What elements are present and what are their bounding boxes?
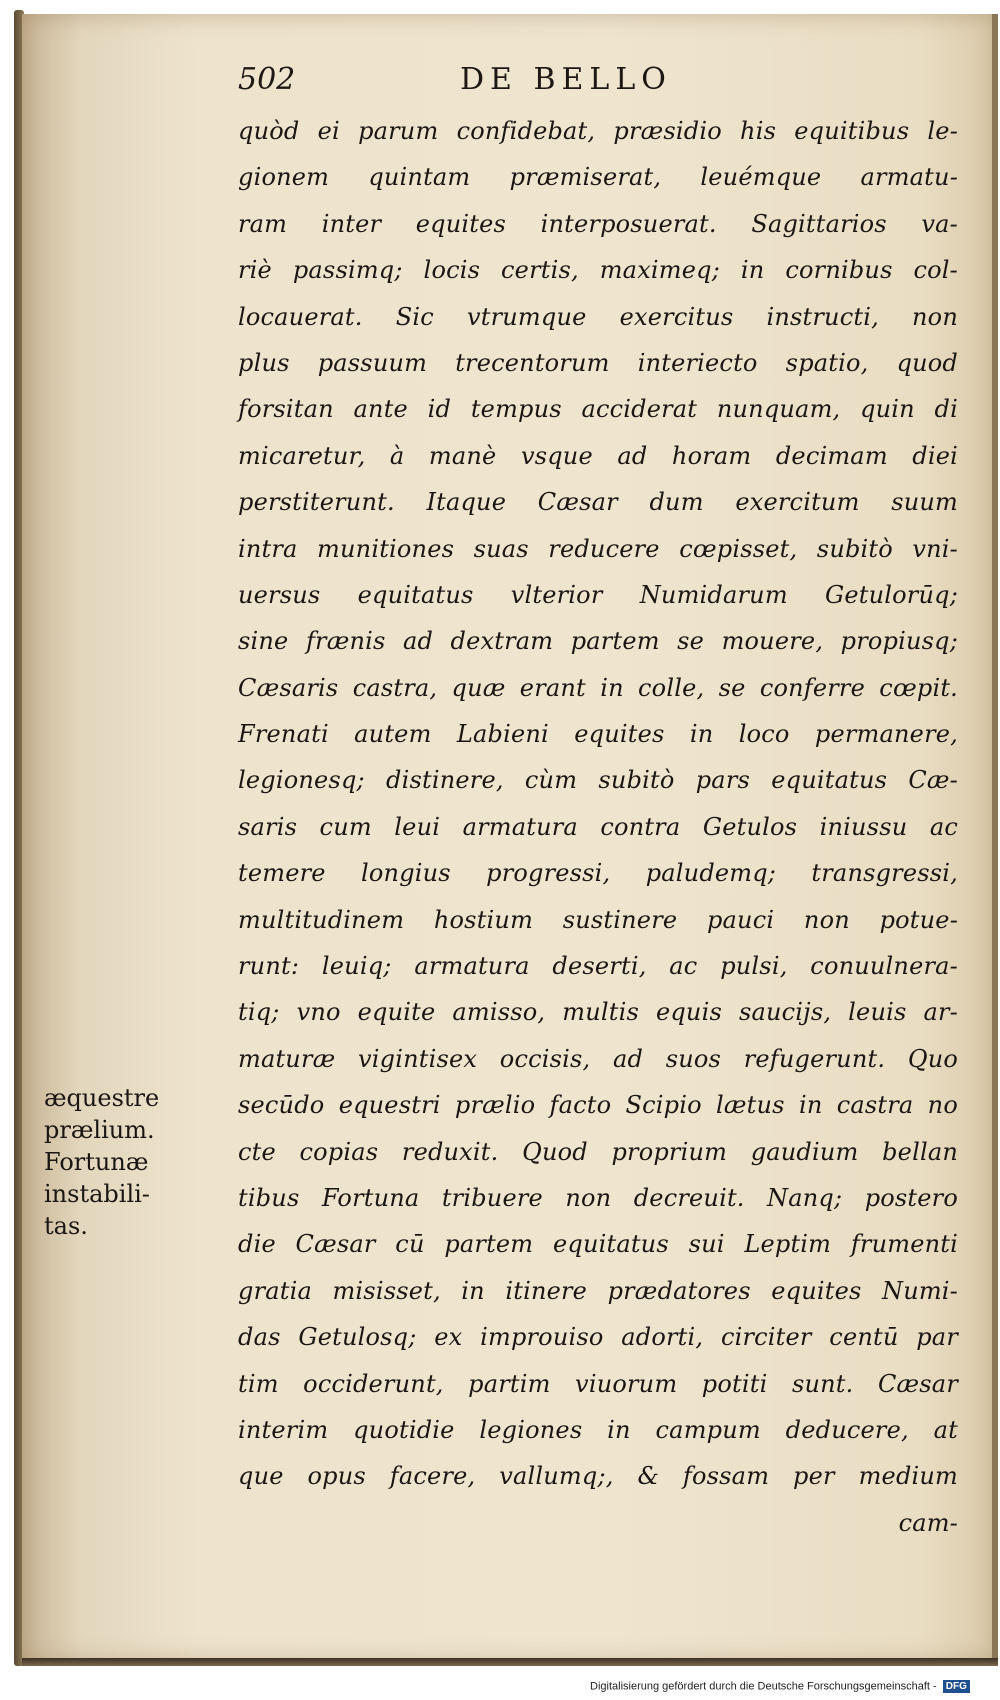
running-head xyxy=(238,62,958,102)
text-line: tibus Fortuna tribuere non decreuit. Nanq; postero xyxy=(238,1183,958,1212)
text-line: gionem quintam præmiserat, leuémque armatu- xyxy=(238,163,958,192)
text-line: gratia misisset, in itinere prædatores equites Numi- xyxy=(238,1276,958,1305)
text-line: Cæsaris castra, quæ erant in colle, se conferre cœpit. xyxy=(238,673,958,702)
text-line: uersus equitatus vlterior Numidarum Getulorūq; xyxy=(238,580,958,609)
text-line: multitudinem hostium sustinere pauci non potue- xyxy=(238,905,958,934)
text-line: saris cum leui armatura contra Getulos iniussu ac xyxy=(238,812,958,841)
text-line: ram inter equites interposuerat. Sagittarios va- xyxy=(238,209,958,238)
text-line: micaretur, à manè vsque ad horam decimam diei xyxy=(238,441,958,470)
text-line: Frenati autem Labieni equites in loco permanere, xyxy=(238,720,958,749)
text-line: legionesq; distinere, cùm subitò pars equitatus Cæ- xyxy=(238,766,958,795)
margin-note-line: tas. xyxy=(44,1212,88,1240)
text-line: sine frænis ad dextram partem se mouere, propiusq; xyxy=(238,627,958,656)
text-line: intra munitiones suas reducere cœpisset, subitò vni- xyxy=(238,534,958,563)
page-right-edge xyxy=(992,14,998,1664)
margin-note-line: instabili- xyxy=(44,1180,150,1208)
marginal-note xyxy=(44,1082,229,1242)
text-line: perstiterunt. Itaque Cæsar dum exercitum suum xyxy=(238,488,958,517)
text-line: riè passimq; locis certis, maximeq; in cornibus col- xyxy=(238,256,958,285)
margin-note-line: æquestre xyxy=(44,1084,160,1112)
dfg-logo: DFG xyxy=(943,1680,970,1693)
digitization-credit xyxy=(590,1680,970,1693)
text-line: cte copias reduxit. Quod proprium gaudium bellan xyxy=(238,1137,958,1166)
credit-text: Digitalisierung gefördert durch die Deutsche Forschungsgemeinschaft - xyxy=(590,1680,937,1693)
text-line: secūdo equestri prælio facto Scipio lætus in castra no xyxy=(238,1091,958,1120)
main-text-block xyxy=(238,108,958,1546)
margin-note-line: prælium. xyxy=(44,1116,155,1144)
text-line: runt: leuiq; armatura deserti, ac pulsi, conuulnera- xyxy=(238,952,958,981)
text-line: tiq; vno equite amisso, multis equis saucijs, leuis ar- xyxy=(238,998,958,1027)
text-line: interim quotidie legiones in campum deducere, at xyxy=(238,1415,958,1444)
text-line: temere longius progressi, paludemq; transgressi, xyxy=(238,859,958,888)
page-bottom-edge xyxy=(22,1658,998,1666)
text-line: die Cæsar cū partem equitatus sui Leptim frumenti xyxy=(238,1230,958,1259)
text-line: forsitan ante id tempus acciderat nunquam, quin di xyxy=(238,395,958,424)
page-number: 502 xyxy=(238,62,296,97)
text-line: plus passuum trecentorum interiecto spatio, quod xyxy=(238,348,958,377)
catchword: cam- xyxy=(898,1508,958,1537)
text-line: que opus facere, vallumq;, & fossam per medium xyxy=(238,1462,958,1491)
text-line: locauerat. Sic vtrumque exercitus instructi, non xyxy=(238,302,958,331)
text-line: das Getulosq; ex improuiso adorti, circiter centū par xyxy=(238,1323,958,1352)
text-line: quòd ei parum confidebat, præsidio his equitibus le- xyxy=(238,117,958,145)
text-line: tim occiderunt, partim viuorum potiti sunt. Cæsar xyxy=(238,1369,958,1398)
text-line: maturæ vigintisex occisis, ad suos refugerunt. Quo xyxy=(238,1044,958,1073)
running-title: DE BELLO xyxy=(460,62,672,97)
margin-note-line: Fortunæ xyxy=(44,1148,149,1176)
